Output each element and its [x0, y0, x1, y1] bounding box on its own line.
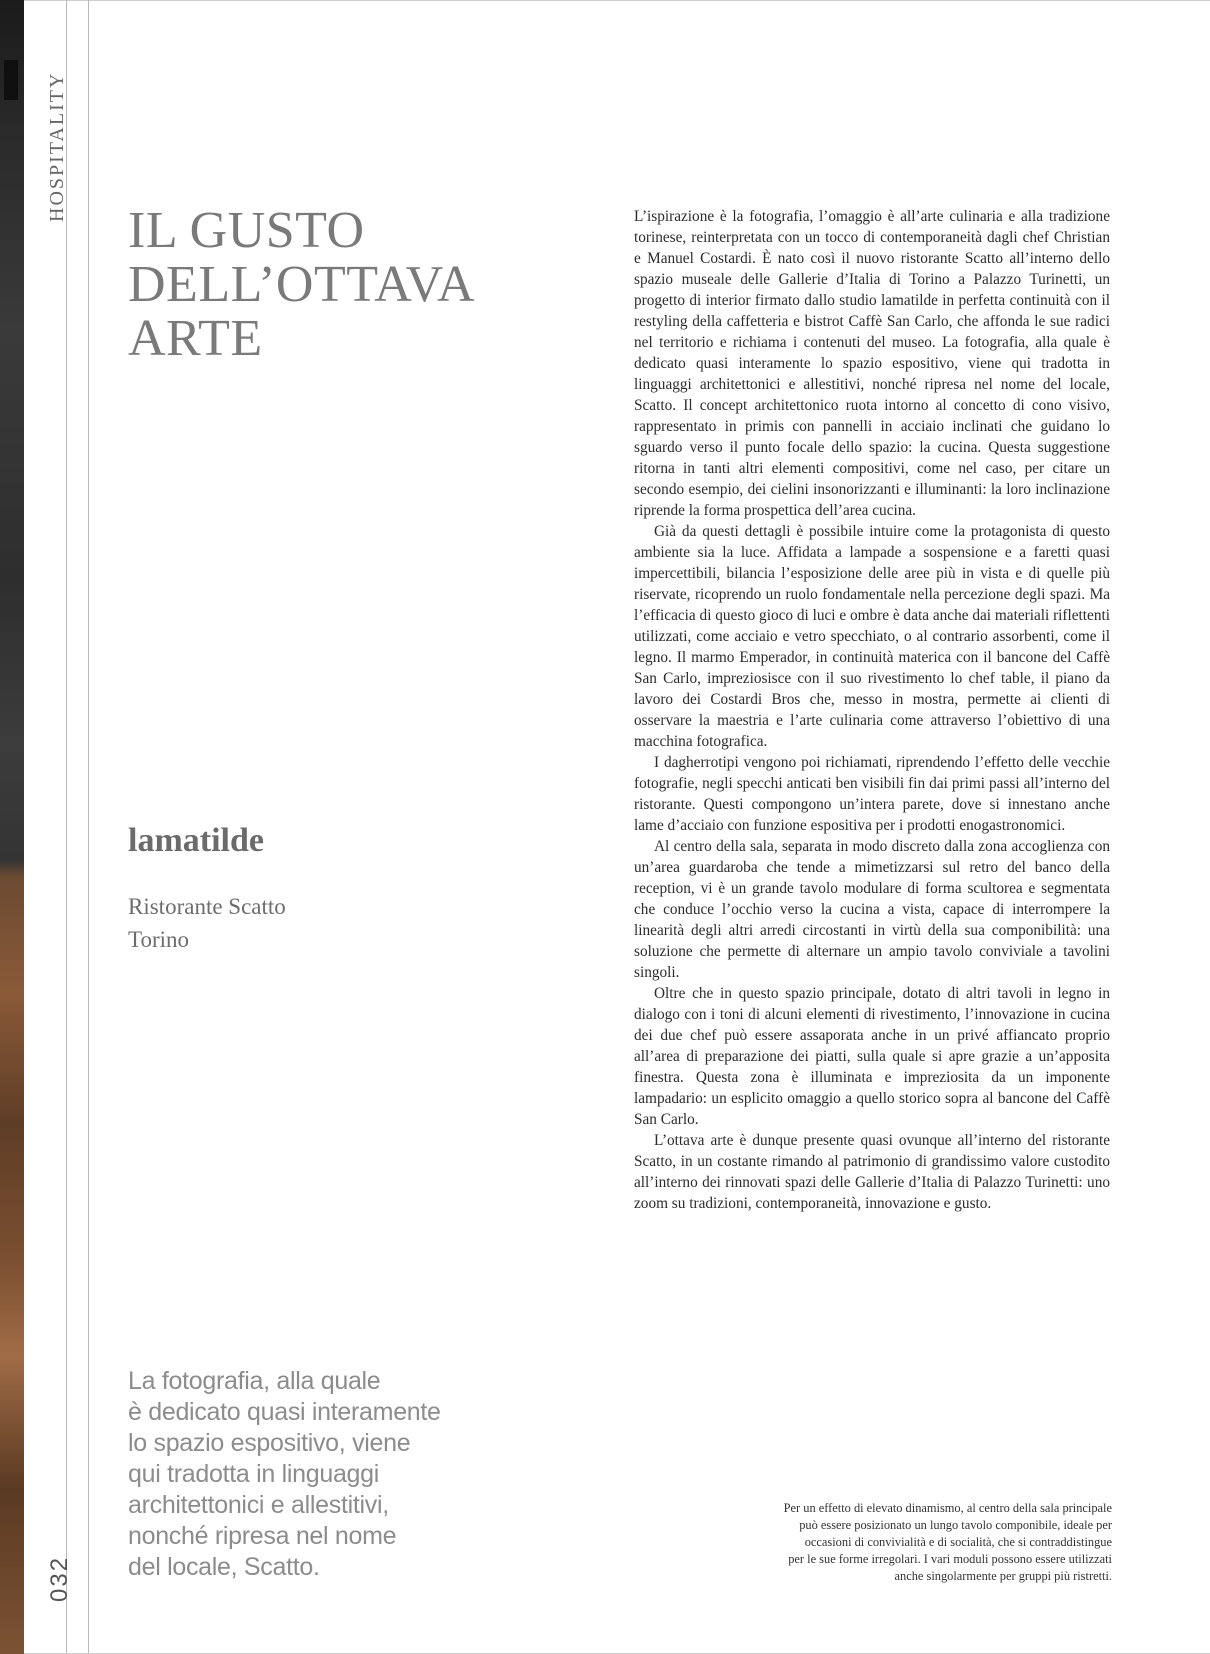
pull-quote-line: lo spazio espositivo, viene: [128, 1429, 411, 1457]
pull-quote-line: La fotografia, alla quale: [128, 1367, 381, 1395]
article-title: [128, 204, 548, 366]
pull-quote-line: qui tradotta in linguaggi: [128, 1460, 380, 1488]
body-paragraph: L’ispirazione è la fotografia, l’omaggio è all’arte culinaria e alla tradizione torinese, reinterpretata con un tocco di contemporaneità dagli chef Christian e Manuel Costardi. È nato così il nuovo ristorante Scatto all’interno dello spazio museale delle Gallerie d’Italia di Torino a Palazzo Turinetti, un progetto di interior firmato dallo studio lamatilde in perfetta continuità con il restyling della caffetteria e bistrot Caffè San Carlo, che affonda le sue radici nel territorio e richiama i contenuti del museo. La fotografia, alla quale è dedicato quasi interamente lo spazio espositivo, viene qui tradotta in linguaggi architettonici e allestitivi, nonché ripresa nel nome del locale, Scatto. Il concept architettonico ruota intorno al concetto di cono visivo, rappresentato in primis con pannelli in acciaio inclinati che guidano lo sguardo verso il punto focale dello spazio: la cucina. Questa suggestione ritorna in tanti altri elementi compositivi, come nel caso, per citare un secondo esempio, dei cielini insonorizzanti e illuminanti: la loro inclinazione riprende la forma prospettica dell’area cucina.: [634, 208, 1110, 519]
title-line: ARTE: [128, 310, 263, 367]
caption-line: Per un effetto di elevato dinamismo, al centro della sala principale: [783, 1501, 1112, 1515]
photo-caption: [660, 1500, 1112, 1585]
photo-strip: [0, 0, 24, 1654]
page-number: 032: [46, 1555, 73, 1602]
section-tag: HOSPITALITY: [46, 71, 68, 222]
body-paragraph: Oltre che in questo spazio principale, dotato di altri tavoli in legno in dialogo con i toni di alcuni elementi di rivestimento, l’innovazione in cucina dei due chef può essere assaporata anche in un privé affiancato proprio all’area di preparazione dei piatti, sulla quale si apre grazie a un’apposita finestra. Questa zona è illuminata e impreziosita da un imponente lampadario: un esplicito omaggio a quello storico sopra al bancone del Caffè San Carlo.: [634, 985, 1110, 1128]
pull-quote-line: architettonici e allestitivi,: [128, 1491, 389, 1519]
body-paragraph: I dagherrotipi vengono poi richiamati, riprendendo l’effetto delle vecchie fotografie, negli specchi anticati ben visibili fin dai primi passi all’interno del ristorante. Questi compongono un’intera parete, dove si innestano anche lame d’acciaio con funzione espositiva per i prodotti enogastronomici.: [634, 754, 1110, 834]
article-body: [634, 206, 1110, 1214]
caption-line: può essere posizionato un lungo tavolo componibile, ideale per: [799, 1518, 1112, 1532]
project-name: Ristorante Scatto: [128, 894, 286, 919]
caption-line: anche singolarmente per gruppi più ristretti.: [894, 1569, 1112, 1583]
vertical-rule-inner: [88, 0, 89, 1654]
pull-quote-line: del locale, Scatto.: [128, 1553, 320, 1581]
vertical-rule-outer: [66, 0, 67, 1654]
body-paragraph: L’ottava arte è dunque presente quasi ovunque all’interno del ristorante Scatto, in un costante rimando al patrimonio di grandissimo valore custodito all’interno dei rinnovati spazi delle Gallerie d’Italia di Palazzo Turinetti: uno zoom su tradizioni, contemporaneità, innovazione e gusto.: [634, 1132, 1110, 1212]
pull-quote-line: è dedicato quasi interamente: [128, 1398, 441, 1426]
caption-line: occasioni di convivialità e di socialità, che si contraddistingue: [804, 1535, 1112, 1549]
body-paragraph: Già da questi dettagli è possibile intuire come la protagonista di questo ambiente sia la luce. Affidata a lampade a sospensione e a faretti quasi impercettibili, bilancia l’esposizione delle aree più in vista e di quelle più riservate, ricoprendo un ruolo fondamentale nella percezione degli spazi. Ma l’efficacia di questo gioco di luci e ombre è data anche dai materiali riflettenti utilizzati, come acciaio e vetro specchiato, o al contrario assorbenti, come il legno. Il marmo Emperador, in continuità materica con il bancone del Caffè San Carlo, impreziosisce con il suo rivestimento lo chef table, il piano da lavoro dei Costardi Bros che, messo in mostra, permette ai clienti di osservare la maestria e l’arte culinaria come attraverso l’obiettivo di una macchina fotografica.: [634, 523, 1110, 750]
body-paragraph: Al centro della sala, separata in modo discreto dalla zona accoglienza con un’area guardaroba che tende a mimetizzarsi sul retro del banco della reception, vi è un grande tavolo modulare di forma scultorea e segmentata che conduce l’occhio verso la cucina a vista, capace di interrompere la linearità degli altri arredi circostanti in virtù della sua componibilità: una soluzione che permette di alternare un ampio tavolo conviviale a tavolini singoli.: [634, 838, 1110, 981]
title-line: IL GUSTO: [128, 202, 365, 259]
project-city: Torino: [128, 927, 189, 952]
title-line: DELL’OTTAVA: [128, 256, 476, 313]
caption-line: per le sue forme irregolari. I vari moduli possono essere utilizzati: [788, 1552, 1112, 1566]
studio-name: lamatilde: [128, 822, 264, 859]
top-border: [24, 0, 1210, 1]
pull-quote-line: nonché ripresa nel nome: [128, 1522, 397, 1550]
project-info: [128, 890, 286, 956]
pull-quote: [128, 1366, 518, 1583]
